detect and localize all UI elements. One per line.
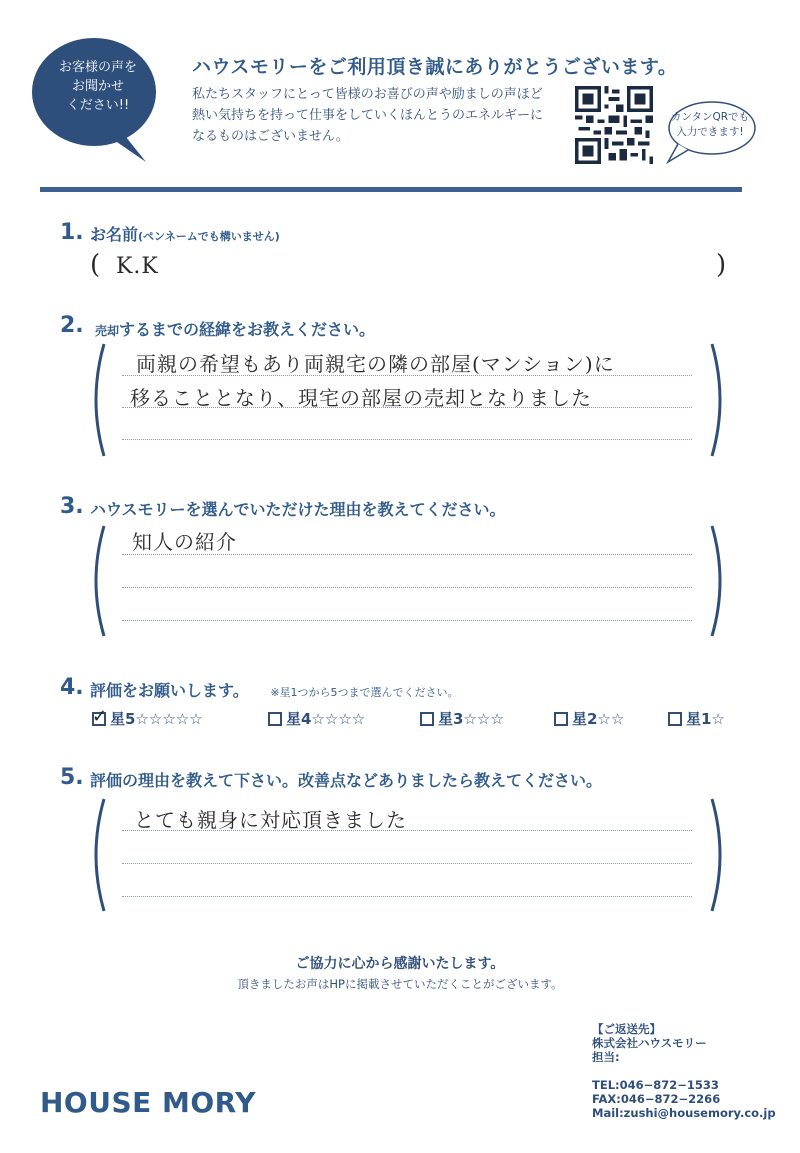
return-address-label: 【ご返送先】	[592, 1022, 661, 1036]
paren-close: )	[716, 250, 728, 280]
rating-3-checkbox[interactable]	[420, 712, 434, 726]
rating-options	[92, 705, 752, 730]
question-5-answer[interactable]: とても親身に対応頂きました	[134, 808, 407, 832]
question-3-answer[interactable]: 知人の紹介	[132, 530, 237, 554]
qr-bubble-line: カンタンQRでも	[670, 111, 750, 123]
company-name: 株式会社ハウスモリー	[592, 1036, 707, 1050]
answer-line	[122, 439, 692, 440]
rating-option-label: 星4☆☆☆☆	[286, 710, 366, 728]
question-1-number: 1.	[60, 220, 84, 245]
answer-line	[122, 863, 692, 864]
bubble-line: お客様の声を	[58, 60, 137, 75]
question-2-answer-line-1[interactable]: 両親の希望もあり両親宅の隣の部屋(マンション)に	[136, 352, 615, 376]
bracket-left	[84, 340, 108, 460]
header-divider	[40, 187, 742, 192]
qr-bubble-line: 入力できます!	[676, 126, 744, 138]
company-logo: HOUSE MORY	[40, 1086, 256, 1119]
answer-line	[122, 896, 692, 897]
thanks-subtext: 頂きましたお声はHPに掲載させていただくことがございます。	[237, 977, 563, 991]
desc-line: なるものはございません。	[192, 129, 349, 144]
person-in-charge: 担当:	[592, 1050, 620, 1064]
question-4-note: ※星1つから5つまで選んでください。	[270, 686, 459, 699]
speech-bubble	[30, 36, 162, 154]
rating-option-3[interactable]	[420, 708, 504, 729]
question-5-label: 評価の理由を教えて下さい。改善点などありましたら教えてください。	[90, 771, 603, 790]
answer-line	[122, 587, 692, 588]
bracket-left	[84, 795, 108, 915]
header-description	[192, 84, 572, 147]
bracket-right	[708, 795, 732, 915]
telephone: TEL:046−872−1533	[592, 1078, 719, 1092]
rating-option-label: 星5☆☆☆☆☆	[110, 710, 203, 728]
rating-4-checkbox[interactable]	[268, 712, 282, 726]
rating-option-4[interactable]	[268, 708, 365, 729]
question-2-label	[95, 317, 375, 340]
answer-line	[122, 620, 692, 621]
bracket-left	[84, 522, 108, 640]
question-4-label	[90, 678, 459, 701]
question-1-note: (ペンネームでも構いません)	[138, 230, 280, 243]
bubble-line: お聞かせ	[71, 79, 124, 94]
question-4-title: 評価をお願いします。	[90, 681, 249, 700]
rating-5-checkbox[interactable]	[92, 705, 108, 727]
question-1-title: お名前	[90, 225, 139, 244]
question-3-number: 3.	[60, 494, 84, 519]
bracket-right	[708, 340, 732, 460]
rating-option-label: 星3☆☆☆	[438, 710, 504, 728]
question-2-answer-line-2[interactable]: 移ることとなり、現宅の部屋の売却となりました	[130, 386, 592, 410]
qr-code[interactable]	[572, 86, 656, 164]
desc-line: 熱い気持ちを持って仕事をしていくほんとうのエネルギーに	[192, 108, 544, 123]
rating-option-5[interactable]	[92, 705, 203, 729]
rating-2-checkbox[interactable]	[554, 712, 568, 726]
question-2-title: するまでの経緯をお教えください。	[119, 320, 376, 339]
email-link[interactable]: Mail:zushi@housemory.co.jp	[592, 1106, 776, 1120]
qr-speech-bubble	[664, 100, 756, 162]
bubble-line: ください!!	[66, 98, 130, 113]
rating-option-label: 星1☆	[686, 710, 725, 728]
question-4-number: 4.	[60, 675, 84, 700]
question-1-label	[90, 222, 280, 245]
question-5-number: 5.	[60, 765, 84, 790]
paren-open: (	[90, 250, 102, 280]
check-mark-icon: ✓	[92, 705, 108, 727]
fax: FAX:046−872−2266	[592, 1092, 721, 1106]
question-2-prefix: 売却	[95, 324, 120, 338]
rating-1-checkbox[interactable]	[668, 712, 682, 726]
rating-option-label: 星2☆☆	[572, 710, 625, 728]
rating-option-1[interactable]	[668, 708, 725, 729]
rating-option-2[interactable]	[554, 708, 624, 729]
bracket-right	[708, 522, 732, 640]
qr-bubble-text	[668, 110, 752, 140]
thanks-message: ご協力に心から感謝いたします。	[295, 956, 505, 972]
question-1-answer[interactable]: K.K	[116, 254, 159, 279]
speech-bubble-text	[48, 58, 148, 115]
desc-line: 私たちスタッフにとって皆様のお喜びの声や励ましの声ほど	[192, 87, 543, 102]
question-2-number: 2.	[60, 313, 84, 338]
page-title: ハウスモリーをご利用頂き誠にありがとうございます。	[192, 56, 678, 78]
question-3-label: ハウスモリーを選んでいただけた理由を教えてください。	[90, 500, 506, 519]
